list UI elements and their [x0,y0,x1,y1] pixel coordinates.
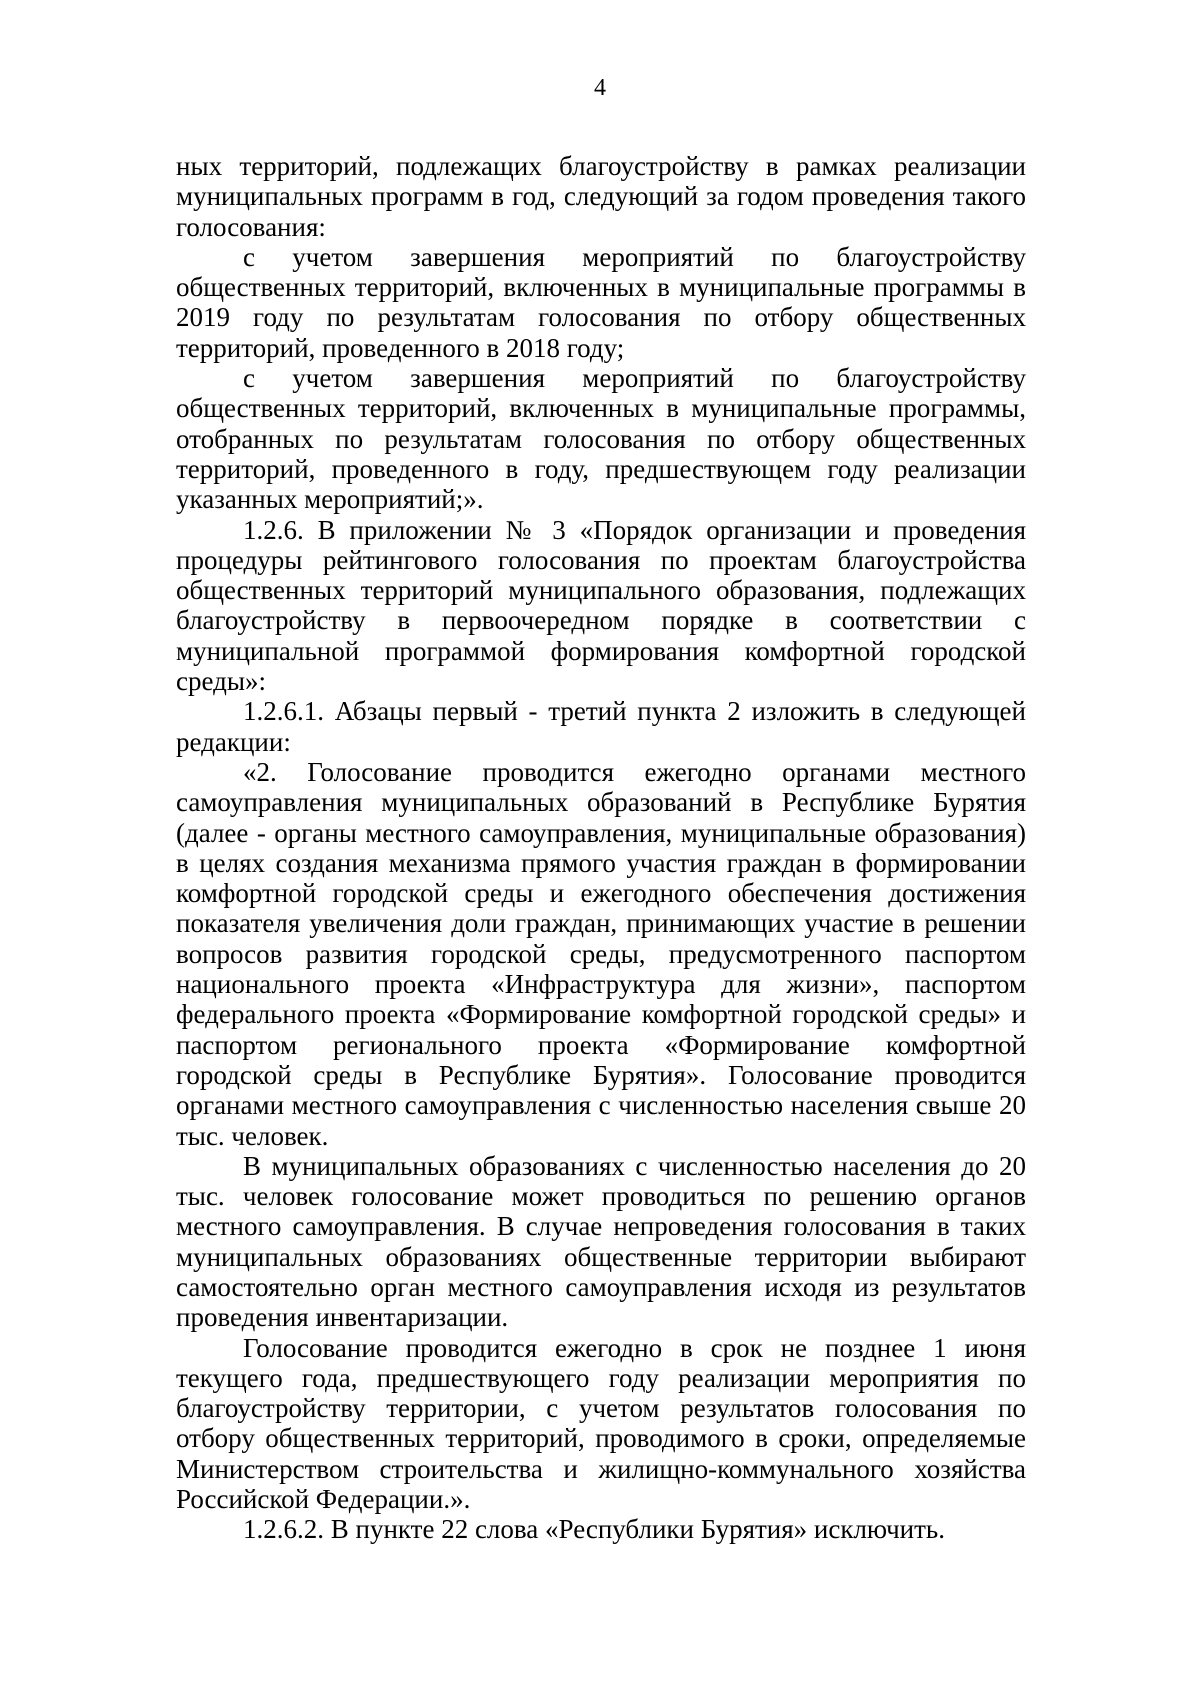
paragraph: с учетом завершения мероприятий по благоустройству общественных территорий, включенных в муниципальные программы, отобранных по результатам голосования по отбору общественных территорий, проведенного в году, предшествующем году реализации указанных мероприятий;». [176,363,1026,515]
paragraph: Голосование проводится ежегодно в срок не позднее 1 июня текущего года, предшествующего году реализации мероприятия по благоустройству территории, с учетом результатов голосования по отбору общественных территорий, проводимого в сроки, определяемые Министерством строительства и жилищно-коммунального хозяйства Российской Федерации.». [176,1332,1026,1515]
paragraph: ных территорий, подлежащих благоустройству в рамках реализации муниципальных программ в год, следующий за годом проведения такого голосования: [176,151,1026,242]
paragraph: 1.2.6.1. Абзацы первый - третий пункта 2 изложить в следующей редакции: [176,696,1026,757]
paragraph: В муниципальных образованиях с численностью населения до 20 тыс. человек голосование может проводиться по решению органов местного самоуправления. В случае непроведения голосования в таких муниципальных образованиях общественные территории выбирают самостоятельно орган местного самоуправления исходя из результатов проведения инвентаризации. [176,1150,1026,1333]
paragraph: 1.2.6. В приложении № 3 «Порядок организации и проведения процедуры рейтингового голосования по проектам благоустройства общественных территорий муниципального образования, подлежащих благоустройству в первоочередном порядке в соответствии с муниципальной программой формирования комфортной городской среды»: [176,514,1026,697]
paragraph: «2. Голосование проводится ежегодно органами местного самоуправления муниципальных образований в Республике Бурятия (далее - органы местного самоуправления, муниципальные образования) в целях создания механизма прямого участия граждан в формировании комфортной городской среды и ежегодного обеспечения достижения показателя увеличения доли граждан, принимающих участие в решении вопросов развития городской среды, предусмотренного паспортом национального проекта «Инфраструктура для жизни», паспортом федерального проекта «Формирование комфортной городской среды» и паспортом регионального проекта «Формирование комфортной городской среды в Республике Бурятия». Голосование проводится органами местного самоуправления с численностью населения свыше 20 тыс. человек. [176,756,1026,1151]
paragraph: с учетом завершения мероприятий по благоустройству общественных территорий, включенных в муниципальные программы в 2019 году по результатам голосования по отбору общественных территорий, проведенного в 2018 году; [176,241,1026,363]
document-body [176,151,1026,1545]
paragraph: 1.2.6.2. В пункте 22 слова «Республики Бурятия» исключить. [243,1514,945,1545]
page-number: 4 [594,75,606,101]
